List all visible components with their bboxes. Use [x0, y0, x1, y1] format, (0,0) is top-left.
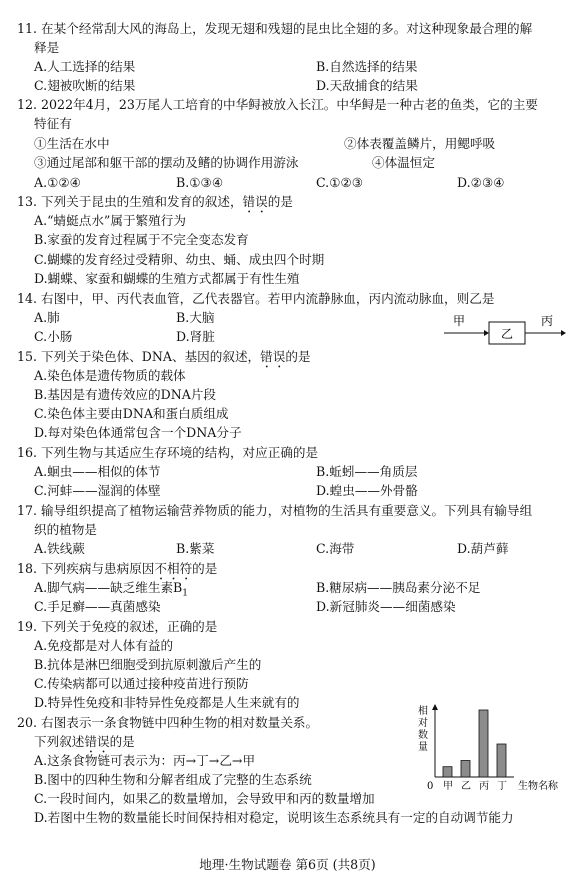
q16-option-b: B.蚯蚓——角质层	[316, 464, 418, 479]
q20-option-a: A.这条食物链可表示为：丙→丁→乙→甲	[34, 753, 256, 768]
arrow-in-icon	[484, 330, 489, 336]
q12-option-d: D.②③④	[457, 175, 505, 190]
q18-option-a-text: A.脚气病——缺乏维生素B	[34, 580, 183, 595]
q16-option-c: C.河蚌——湿润的体壁	[34, 483, 161, 498]
chart-bar-3	[479, 710, 488, 777]
q17-option-b: B.紫菜	[176, 541, 215, 556]
chart-y-label-char: 相	[418, 706, 428, 717]
q18-stem-post: 的是	[192, 561, 218, 576]
q15-option-a: A.染色体是遗传物质的载体	[34, 368, 186, 383]
q13-stem-emphasis: 错误	[242, 194, 268, 209]
chart-y-label	[418, 704, 428, 753]
q20-stem-line1: 20. 右图表示一条食物链中四种生物的相对数量关系。	[17, 715, 319, 730]
q18-option-b: B.糖尿病——胰岛素分泌不足	[316, 580, 481, 595]
blood-flow-diagram	[440, 312, 570, 348]
q13-stem-pre: 13. 下列关于昆虫的生殖和发育的叙述，	[17, 194, 243, 209]
q11-option-d: D.天敌捕食的结果	[316, 78, 418, 93]
arrow-out-icon	[561, 330, 566, 336]
page-footer: 地理·生物试题卷 第6页 (共8页)	[199, 857, 376, 872]
q12-option-a: A.①②④	[34, 175, 81, 190]
chart-category-label: 乙	[461, 781, 471, 792]
chart-category-label: 甲	[443, 781, 453, 792]
q19-option-c: C.传染病都可以通过接种疫苗进行预防	[34, 676, 249, 691]
q18-stem-emphasis: 不相符	[154, 561, 193, 576]
q11-stem-line1: 11. 在某个经常刮大风的海岛上，发现无翅和残翅的昆虫比全翅的多。对这种现象最合理的解	[17, 21, 533, 36]
q15-stem-emphasis: 错误	[260, 349, 286, 364]
q14-option-d: D.肾脏	[176, 329, 215, 344]
q20-option-b: B.图中的四种生物和分解者组成了完整的生态系统	[34, 772, 312, 787]
chart-y-label-char: 对	[418, 718, 428, 729]
q11-stem-line2: 释是	[34, 40, 60, 55]
q16-option-a: A.蛔虫——相似的体节	[34, 464, 161, 479]
q17-option-a: A.铁线蕨	[34, 541, 85, 556]
q12-option-c: C.①②③	[316, 175, 364, 190]
q15-stem-pre: 15. 下列关于染色体、DNA、基因的叙述，	[17, 349, 261, 364]
q18-option-c: C.手足癣——真菌感染	[34, 599, 161, 614]
chart-y-label-char: 量	[418, 742, 428, 753]
chart-x-label: 生物名称	[518, 781, 558, 792]
q12-option-b: B.①③④	[176, 175, 224, 190]
q12-statement-1: ①生活在水中	[34, 136, 110, 151]
q13-option-d: D.蝴蝶、家蚕和蝴蝶的生殖方式都属于有性生殖	[34, 271, 300, 286]
q14-stem: 14. 右图中，甲、丙代表血管，乙代表器官。若甲内流静脉血，丙内流动脉血，则乙是	[17, 291, 495, 306]
q17-option-d: D.葫芦藓	[457, 541, 509, 556]
q11-option-c: C.翅被吹断的结果	[34, 78, 136, 93]
q17-stem-line2: 织的植物是	[34, 522, 97, 537]
q19-option-b: B.抗体是淋巴细胞受到抗原刺激后产生的	[34, 657, 262, 672]
q14-option-b: B.大脑	[176, 310, 215, 325]
q13-stem-post: 的是	[267, 194, 293, 209]
q12-statement-2: ②体表覆盖鳞片，用鳃呼吸	[344, 136, 496, 151]
q12-statement-4: ④体温恒定	[372, 155, 435, 170]
q20-stem-pre: 下列叙述	[34, 734, 85, 749]
q20-stem-emphasis: 错误	[84, 734, 110, 749]
organ-label-yi: 乙	[501, 327, 514, 341]
q16-option-d: D.蝗虫——外骨骼	[316, 483, 418, 498]
q14-option-c: C.小肠	[34, 329, 73, 344]
chart-bar-4	[497, 744, 506, 777]
q17-stem-line1: 17. 输导组织提高了植物运输营养物质的能力，对植物的生活具有重要意义。下列具有输导组	[17, 503, 533, 518]
q18-option-d: D.新冠肺炎——细菌感染	[316, 599, 456, 614]
q15-option-c: C.染色体主要由DNA和蛋白质组成	[34, 406, 229, 421]
q15-option-b: B.基因是有遗传效应的DNA片段	[34, 387, 217, 402]
q18-option-a-subscript: 1	[182, 588, 189, 599]
q15-stem-post: 的是	[285, 349, 311, 364]
chart-bar-2	[461, 761, 470, 777]
q13-option-b: B.家蚕的发育过程属于不完全变态发育	[34, 232, 249, 247]
food-chain-bar-chart	[410, 702, 570, 792]
q16-stem: 16. 下列生物与其适应生存环境的结构，对应正确的是	[17, 445, 319, 460]
q12-stem-line2: 特征有	[34, 116, 72, 131]
q11-option-a: A.人工选择的结果	[34, 59, 136, 74]
chart-origin-label: 0	[427, 781, 434, 792]
q19-option-d: D.特异性免疫和非特异性免疫都是人生来就有的	[34, 695, 300, 710]
q12-statement-3: ③通过尾部和躯干部的摆动及鳍的协调作用游泳	[34, 155, 299, 170]
y-axis-arrow-icon	[432, 704, 438, 710]
vessel-label-bing: 丙	[541, 314, 554, 328]
q13-option-c: C.蝴蝶的发育经过受精卵、幼虫、蛹、成虫四个时期	[34, 252, 325, 267]
q15-option-d: D.每对染色体通常包含一个DNA分子	[34, 425, 242, 440]
chart-category-label: 丁	[497, 781, 507, 792]
q20-option-c: C.一段时间内，如果乙的数量增加，会导致甲和丙的数量增加	[34, 791, 375, 806]
q13-option-a: A.“蜻蜓点水”属于繁殖行为	[34, 213, 186, 228]
q12-stem-line1: 12. 2022年4月，23万尾人工培育的中华鲟被放入长江。中华鲟是一种古老的鱼类，它的主要	[17, 97, 538, 112]
q20-stem-post: 的是	[109, 734, 135, 749]
chart-y-label-char: 数	[418, 730, 428, 741]
q19-stem: 19. 下列关于免疫的叙述，正确的是	[17, 619, 218, 634]
chart-bars	[443, 710, 507, 792]
q17-option-c: C.海带	[316, 541, 355, 556]
q11-option-b: B.自然选择的结果	[316, 59, 418, 74]
q18-stem-pre: 18. 下列疾病与患病原因	[17, 561, 155, 576]
q14-option-a: A.肺	[34, 310, 60, 325]
q19-option-a: A.免疫都是对人体有益的	[34, 638, 174, 653]
chart-bar-1	[443, 767, 452, 777]
q20-option-d: D.若图中生物的数量能长时间保持相对稳定，说明该生态系统具有一定的自动调节能力	[34, 810, 514, 825]
vessel-label-jia: 甲	[453, 314, 466, 328]
chart-category-label: 丙	[479, 781, 489, 792]
